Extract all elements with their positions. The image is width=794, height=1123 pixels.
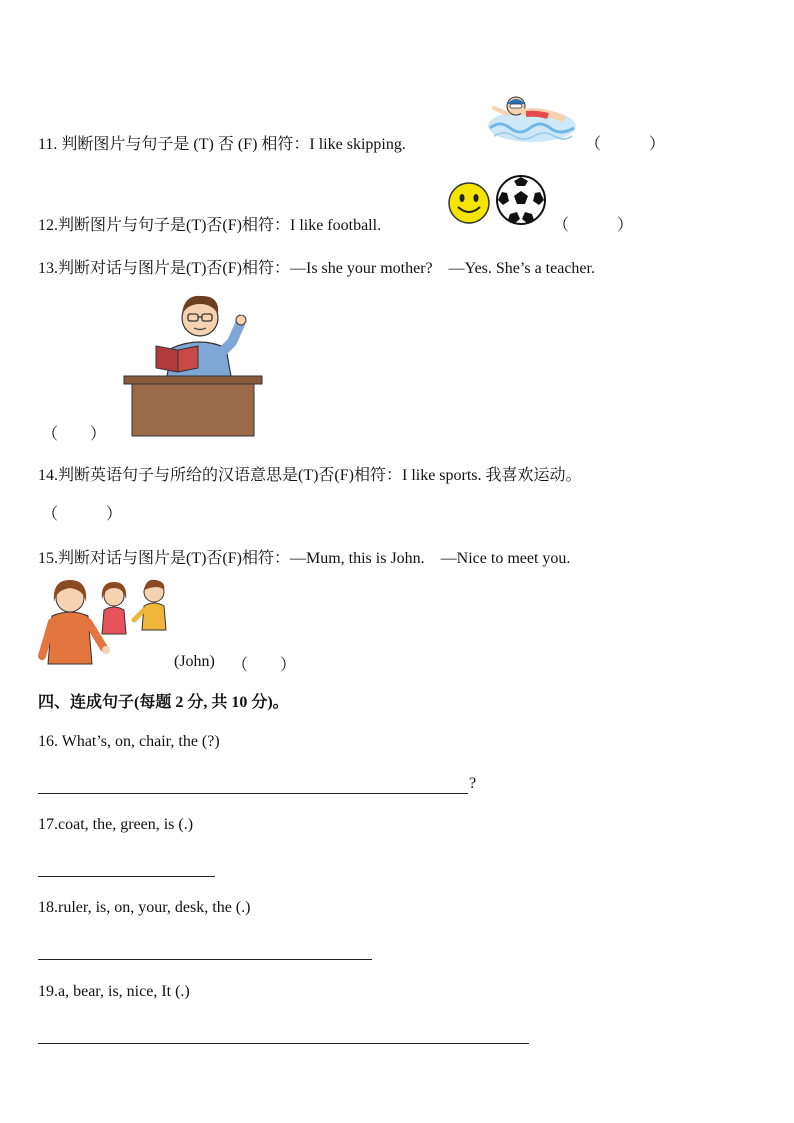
teacher-image [122,290,264,438]
q16-answer-line[interactable] [38,793,468,794]
section4-heading: 四、连成句子(每题 2 分, 共 10 分)。 [38,694,289,711]
q11-answer-paren[interactable]: （ ） [585,136,666,153]
q13-text: 13.判断对话与图片是(T)否(F)相符：—Is she your mother? —Yes. She’s a teacher. [38,260,595,277]
swimmer-image [486,88,578,146]
smiley-face-image [447,181,491,225]
q13-answer-paren[interactable]: （ ） [42,426,107,443]
q18-text: 18.ruler, is, on, your, desk, the (.) [38,899,251,916]
q14-answer-paren[interactable]: （ ） [42,506,123,523]
soccer-ball-image [495,174,547,226]
q11-text: 11. 判断图片与句子是 (T) 否 (F) 相符：I like skipping. [38,136,406,153]
q18-answer-line[interactable] [38,959,372,960]
q15-text: 15.判断对话与图片是(T)否(F)相符：—Mum, this is John. —Nice to meet you. [38,550,571,567]
q16-text: 16. What’s, on, chair, the (?) [38,733,220,750]
q12-answer-paren[interactable]: （ ） [553,217,634,234]
family-image [38,576,178,668]
q19-answer-line[interactable] [38,1043,529,1044]
q15-john-label: (John) [174,653,215,670]
q17-answer-line[interactable] [38,876,215,877]
q19-text: 19.a, bear, is, nice, It (.) [38,983,190,1000]
q12-text: 12.判断图片与句子是(T)否(F)相符：I like football. [38,217,382,234]
q17-text: 17.coat, the, green, is (.) [38,816,194,833]
q14-text: 14.判断英语句子与所给的汉语意思是(T)否(F)相符：I like sports. 我喜欢运动。 [38,467,582,484]
q16-end-mark: ? [469,775,477,792]
q15-answer-paren[interactable]: （ ） [232,657,297,674]
